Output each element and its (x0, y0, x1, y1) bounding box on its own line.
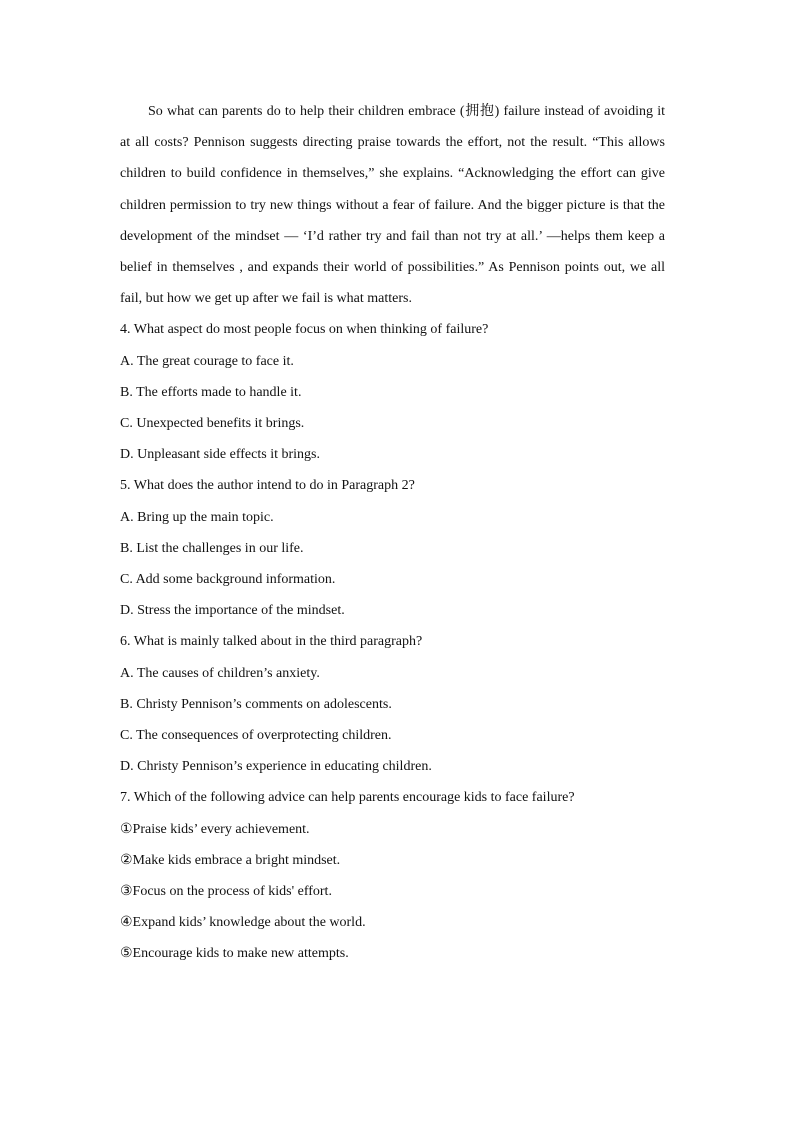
option-a: A. Bring up the main topic. (120, 509, 274, 525)
statement-1: ①Praise kids’ every achievement. (120, 821, 310, 837)
passage-paragraph: So what can parents do to help their children embrace (拥抱) failure instead of avoiding it at all costs? Pennison suggests directing praise towards the effort, not the result. “This allows children to build confidence in themselves,” she explains. “Acknowledging the effort can give children permission to try new things without a fear of failure. And the bigger picture is that the development of the mindset — ‘I’d rather try and fail than not try at all.’ —helps them keep a belief in themselves , and expands their world of possibilities.” As Pennison points out, we all fail, but how we get up after we fail is what matters. (120, 104, 665, 307)
question-stem: 4. What aspect do most people focus on when thinking of failure? (120, 322, 489, 338)
option-a: A. The great courage to face it. (120, 353, 294, 369)
question-stem: 7. Which of the following advice can help parents encourage kids to face failure? (120, 790, 575, 806)
question-5 (120, 470, 665, 626)
option-c: C. Add some background information. (120, 572, 336, 588)
statement-2: ②Make kids embrace a bright mindset. (120, 852, 341, 868)
option-b: B. The efforts made to handle it. (120, 384, 302, 400)
option-c: C. The consequences of overprotecting children. (120, 728, 392, 744)
option-d: D. Unpleasant side effects it brings. (120, 447, 320, 463)
statement-4: ④Expand kids’ knowledge about the world. (120, 915, 366, 931)
document-page (120, 96, 665, 970)
statement-5: ⑤Encourage kids to make new attempts. (120, 946, 349, 962)
question-6 (120, 626, 665, 782)
option-a: A. The causes of children’s anxiety. (120, 665, 320, 681)
option-d: D. Stress the importance of the mindset. (120, 603, 345, 619)
question-stem: 6. What is mainly talked about in the third paragraph? (120, 634, 423, 650)
option-c: C. Unexpected benefits it brings. (120, 416, 305, 432)
question-stem: 5. What does the author intend to do in Paragraph 2? (120, 478, 415, 494)
question-4 (120, 314, 665, 470)
option-b: B. List the challenges in our life. (120, 540, 304, 556)
option-b: B. Christy Pennison’s comments on adolescents. (120, 696, 392, 712)
option-d: D. Christy Pennison’s experience in educating children. (120, 759, 432, 775)
question-7 (120, 782, 665, 969)
statement-3: ③Focus on the process of kids' effort. (120, 884, 332, 900)
